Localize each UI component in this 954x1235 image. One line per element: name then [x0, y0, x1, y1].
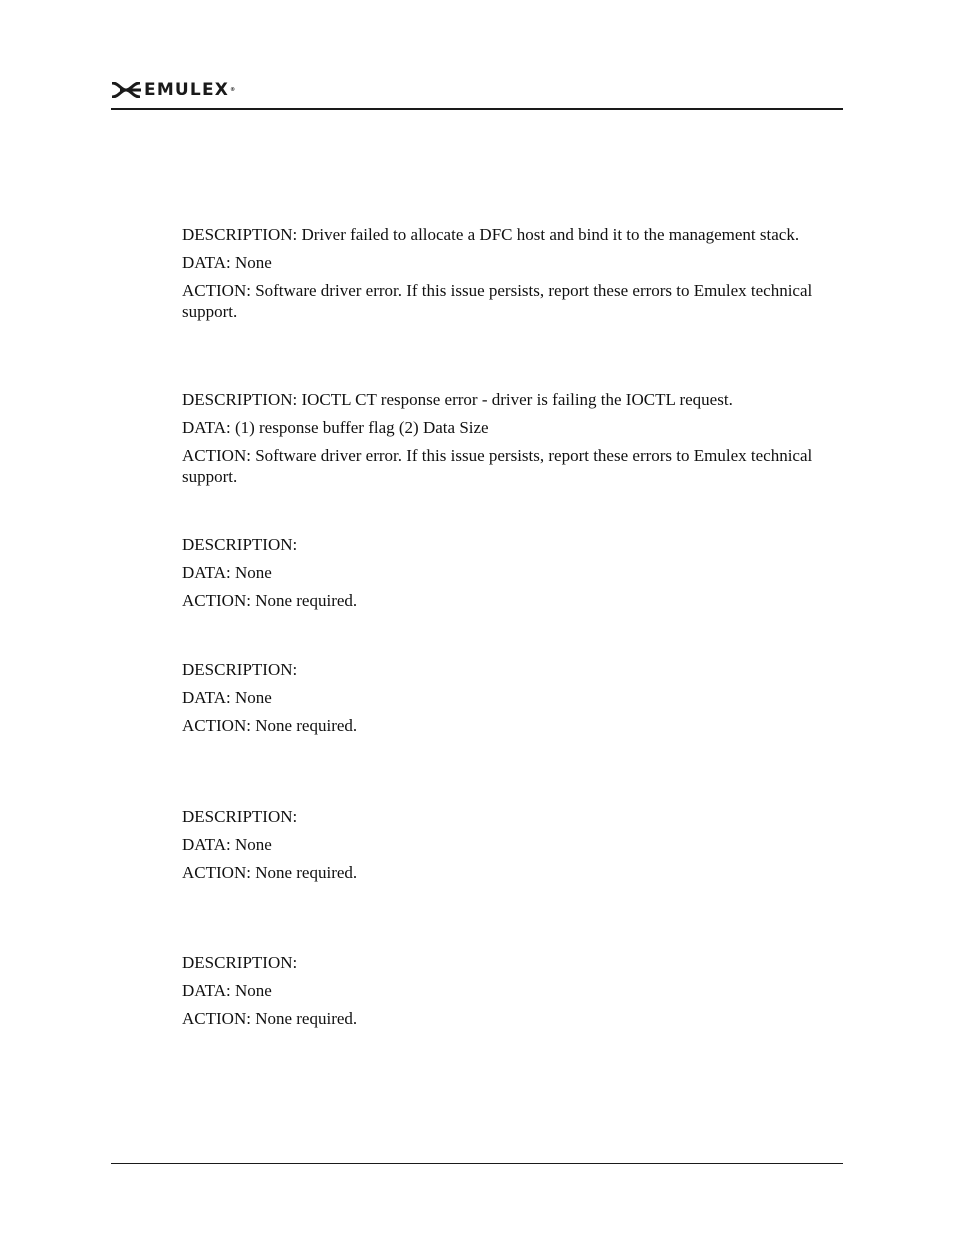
- message-entry: [182, 806, 822, 890]
- entry-description: DESCRIPTION:: [182, 953, 298, 972]
- logo-wordmark: EMULEX®: [144, 80, 237, 100]
- entry-data: DATA: None: [182, 835, 272, 854]
- entry-data: DATA: None: [182, 688, 272, 707]
- entry-description: DESCRIPTION: Driver failed to allocate a DFC host and bind it to the management stack.: [182, 225, 800, 244]
- entry-description: DESCRIPTION:: [182, 660, 298, 679]
- message-entry: [182, 389, 822, 494]
- message-entry: [182, 952, 822, 1036]
- entry-action: ACTION: None required.: [182, 863, 358, 882]
- message-entry: [182, 659, 822, 743]
- entry-description: DESCRIPTION:: [182, 807, 298, 826]
- entry-data: DATA: None: [182, 563, 272, 582]
- entry-data: DATA: (1) response buffer flag (2) Data Size: [182, 418, 489, 437]
- header-rule: [111, 108, 843, 110]
- message-entry: [182, 224, 822, 329]
- entry-data: DATA: None: [182, 981, 272, 1000]
- message-entry: [182, 534, 822, 618]
- footer-rule: [111, 1163, 843, 1164]
- page-header: [111, 80, 843, 110]
- emulex-logo-mark-icon: [111, 82, 141, 98]
- emulex-logo: [111, 80, 236, 100]
- entry-description: DESCRIPTION:: [182, 535, 298, 554]
- trademark-symbol: ®: [230, 87, 237, 93]
- entry-action: ACTION: None required.: [182, 591, 358, 610]
- entry-description: DESCRIPTION: IOCTL CT response error - driver is failing the IOCTL request.: [182, 390, 733, 409]
- entry-action: ACTION: Software driver error. If this issue persists, report these errors to Emulex technical support.: [182, 446, 813, 486]
- entry-action: ACTION: None required.: [182, 716, 358, 735]
- entry-action: ACTION: None required.: [182, 1009, 358, 1028]
- entry-action: ACTION: Software driver error. If this issue persists, report these errors to Emulex technical support.: [182, 281, 813, 321]
- entry-data: DATA: None: [182, 253, 272, 272]
